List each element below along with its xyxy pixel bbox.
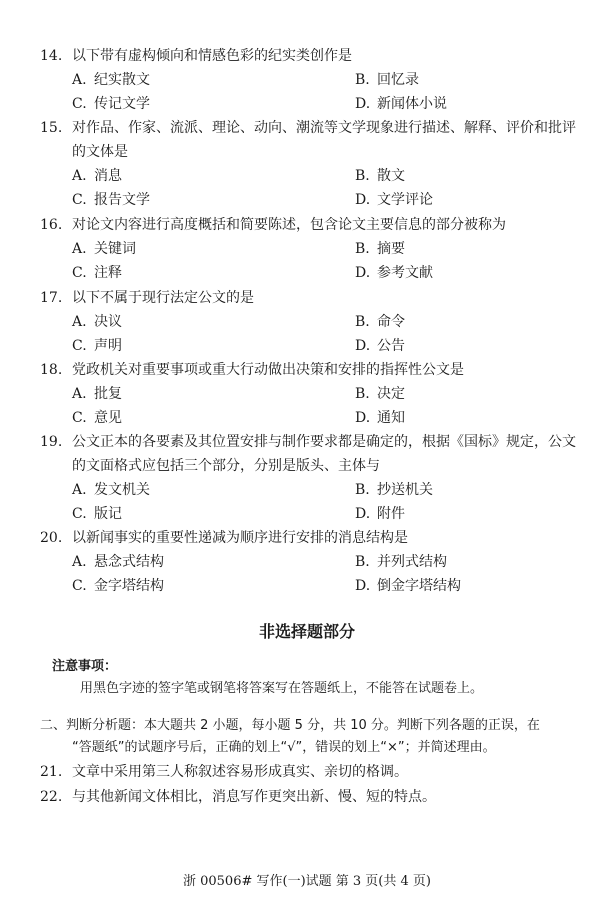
option-d: D. 公告 xyxy=(355,338,405,354)
question-stem xyxy=(0,213,614,237)
option-a: A. 消息 xyxy=(72,168,122,184)
question-text: 与其他新闻文体相比，消息写作更突出新、慢、短的特点。 xyxy=(72,789,436,805)
option-b: B. 回忆录 xyxy=(355,72,419,88)
question-number: 20. xyxy=(40,530,63,546)
option-b: B. 散文 xyxy=(355,168,405,184)
question-14 xyxy=(0,44,614,116)
option-d: D. 通知 xyxy=(355,410,405,426)
question-19 xyxy=(0,430,614,526)
question-text: 文章中采用第三人称叙述容易形成真实、亲切的格调。 xyxy=(72,764,408,780)
option-c: C. 声明 xyxy=(72,338,122,354)
option-c: C. 传记文学 xyxy=(72,96,150,112)
option-a: A. 关键词 xyxy=(72,241,136,257)
question-text: 对论文内容进行高度概括和简要陈述，包含论文主要信息的部分被称为 xyxy=(72,217,506,233)
question-stem xyxy=(0,286,614,310)
option-a: A. 纪实散文 xyxy=(72,72,150,88)
question-stem xyxy=(0,44,614,68)
options xyxy=(0,550,614,598)
option-d: D. 附件 xyxy=(355,506,405,522)
question-number: 22. xyxy=(40,789,63,805)
question-16 xyxy=(0,213,614,285)
question-text: 以下带有虚构倾向和情感色彩的纪实类创作是 xyxy=(72,48,352,64)
question-text: 公文正本的各要素及其位置安排与制作要求都是确定的，根据《国标》规定，公文的文面格式应包括三个部分，分别是版头、主体与 xyxy=(72,434,576,474)
option-a: A. 决议 xyxy=(72,314,122,330)
question-17 xyxy=(0,286,614,358)
part2-instructions xyxy=(40,715,590,759)
question-number: 17. xyxy=(40,290,63,306)
question-number: 18. xyxy=(40,362,63,378)
options xyxy=(0,382,614,430)
options xyxy=(0,237,614,285)
section-title: 非选择题部分 xyxy=(258,622,355,641)
part2-line-1: 二、判断分析题：本大题共 2 小题，每小题 5 分，共 10 分。判断下列各题的正误，在 xyxy=(40,718,540,733)
question-stem xyxy=(0,358,614,382)
question-text: 对作品、作家、流派、理论、动向、潮流等文学现象进行描述、解释、评价和批评的文体是 xyxy=(72,120,576,160)
question-stem xyxy=(0,526,614,550)
page-footer: 浙 00506# 写作(一)试题 第 3 页(共 4 页) xyxy=(182,874,431,889)
question-text: 以新闻事实的重要性递减为顺序进行安排的消息结构是 xyxy=(72,530,408,546)
question-text: 以下不属于现行法定公文的是 xyxy=(72,290,254,306)
option-a: A. 发文机关 xyxy=(72,482,150,498)
notice-title: 注意事项： xyxy=(52,659,118,674)
options xyxy=(0,164,614,212)
option-b: B. 命令 xyxy=(355,314,405,330)
question-text: 党政机关对重要事项或重大行动做出决策和安排的指挥性公文是 xyxy=(72,362,464,378)
option-d: D. 文学评论 xyxy=(355,192,433,208)
option-d: D. 参考文献 xyxy=(355,265,433,281)
option-a: A. 悬念式结构 xyxy=(72,554,164,570)
options xyxy=(0,310,614,358)
question-number: 14. xyxy=(40,48,63,64)
options xyxy=(0,68,614,116)
option-d: D. 倒金字塔结构 xyxy=(355,578,461,594)
question-15 xyxy=(0,116,614,212)
option-b: B. 抄送机关 xyxy=(355,482,433,498)
option-b: B. 并列式结构 xyxy=(355,554,447,570)
option-a: A. 批复 xyxy=(72,386,122,402)
question-number: 21. xyxy=(40,764,63,780)
part2-line-2: “答题纸”的试题序号后，正确的划上“√”，错误的划上“×”；并简述理由。 xyxy=(72,740,496,755)
question-stem xyxy=(0,430,614,478)
question-number: 19. xyxy=(40,434,63,450)
option-c: C. 报告文学 xyxy=(72,192,150,208)
option-c: C. 版记 xyxy=(72,506,122,522)
options xyxy=(0,478,614,526)
option-c: C. 金字塔结构 xyxy=(72,578,164,594)
question-stem xyxy=(0,116,614,164)
option-c: C. 意见 xyxy=(72,410,122,426)
notice-body: 用黑色字迹的签字笔或钢笔将答案写在答题纸上，不能答在试题卷上。 xyxy=(80,681,484,696)
question-number: 16. xyxy=(40,217,63,233)
option-c: C. 注释 xyxy=(72,265,122,281)
option-d: D. 新闻体小说 xyxy=(355,96,447,112)
question-number: 15. xyxy=(40,120,63,136)
question-18 xyxy=(0,358,614,430)
option-b: B. 决定 xyxy=(355,386,405,402)
option-b: B. 摘要 xyxy=(355,241,405,257)
question-20 xyxy=(0,526,614,598)
